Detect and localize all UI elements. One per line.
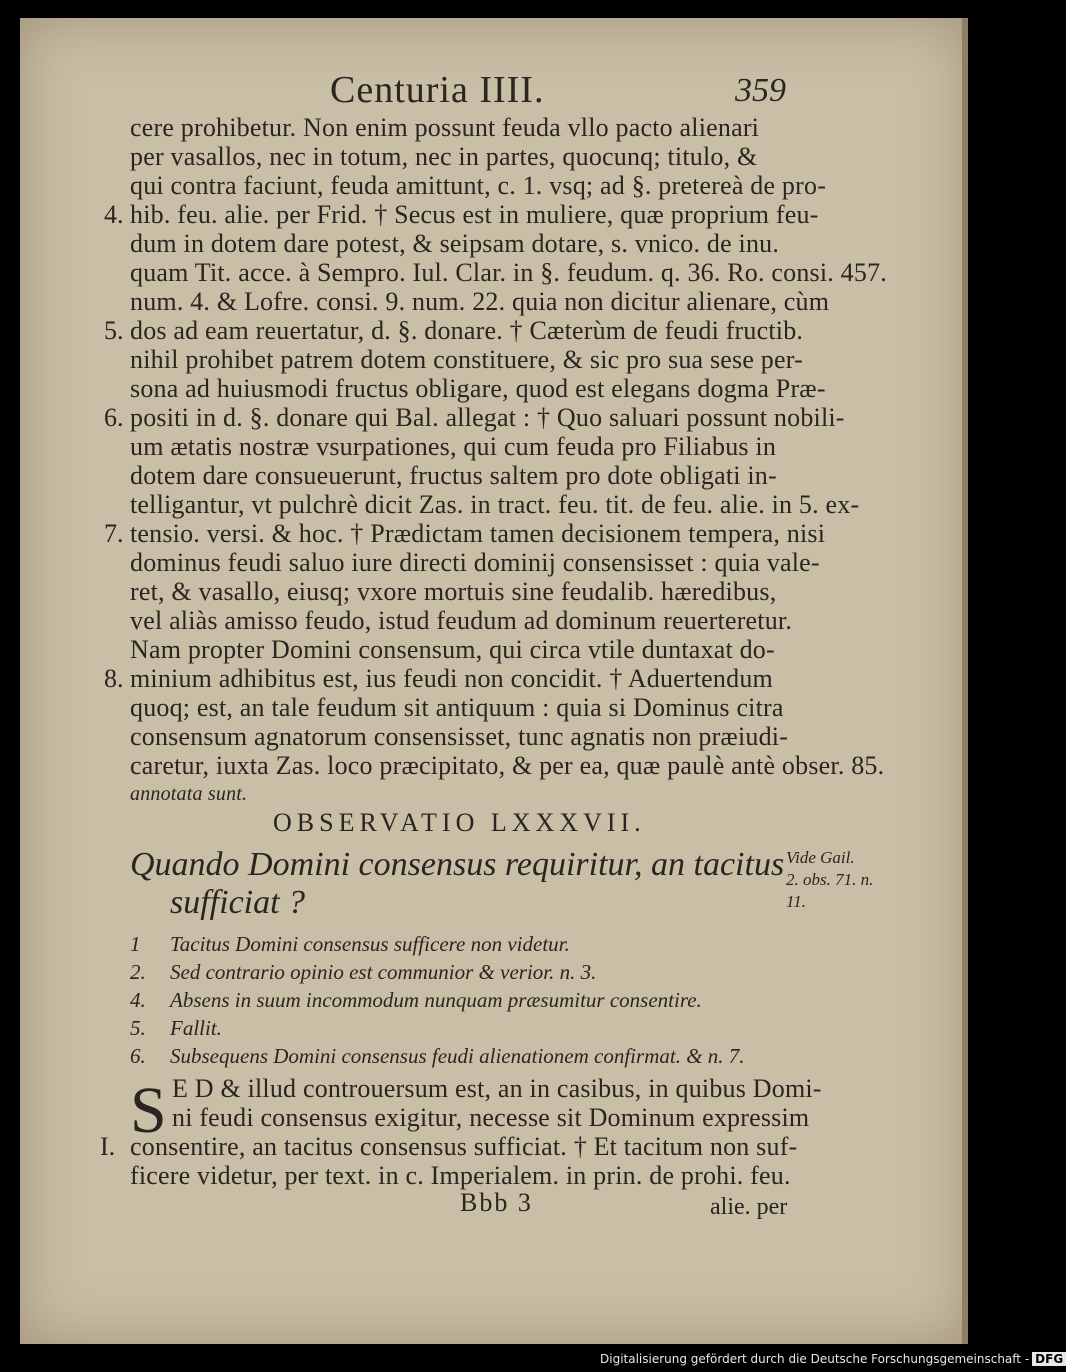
catchword: alie. per [710,1194,788,1220]
summary-text: Subsequens Domini consensus feudi alienationem confirmat. & n. 7. [170,1044,745,1068]
body-line: nihil prohibet patrem dotem constituere, & sic pro sua sese per- [130,345,803,374]
summary-item [130,932,570,957]
body-line: dum in dotem dare potest, & seipsam dotare, s. vnico. de inu. [130,229,780,258]
body-line: cere prohibetur. Non enim possunt feuda vllo pacto alienari [130,113,760,142]
body-line: consensum agnatorum consensisset, tunc agnatis non præiudi- [130,722,789,751]
summary-item [130,988,702,1013]
summary-item [130,1044,745,1069]
body-line: per vasallos, nec in totum, nec in partes, quocunq; titulo, & [130,142,758,171]
body-line: tensio. versi. & hoc. † Prædictam tamen decisionem tempera, nisi [130,519,826,548]
body-line: E D & illud controuersum est, an in casibus, in quibus Domi- [172,1074,822,1103]
summary-number: 1 [130,932,141,956]
dfg-logo: DFG [1032,1352,1066,1366]
book-page [20,18,968,1344]
body-line: qui contra faciunt, feuda amittunt, c. 1. vsq; ad §. pretereà de pro- [130,171,827,200]
signature-mark: Bbb 3 [460,1188,533,1217]
observatio-title: OBSERVATIO LXXXVII. [273,808,646,837]
body-line: quoq; est, an tale feudum sit antiquum : quia si Dominus citra [130,693,784,722]
summary-number: 6. [130,1044,146,1068]
body-line: Nam propter Domini consensum, qui circa vtile duntaxat do- [130,635,775,664]
body-line: um ætatis nostræ vsurpationes, qui cum feuda pro Filiabus in [130,432,777,461]
side-note-line: 11. [786,892,806,911]
body-line: ni feudi consensus exigitur, necesse sit Dominum expressim [172,1103,810,1132]
body-line: caretur, iuxta Zas. loco præcipitato, & per ea, quæ paulè antè obser. 85. [130,751,885,780]
margin-number: 5. [104,316,124,345]
running-head: Centuria IIII. [330,69,545,111]
body-line: minium adhibitus est, ius feudi non concidit. † Aduertendum [130,664,773,693]
margin-number: 6. [104,403,124,432]
body-line: ficere videtur, per text. in c. Imperialem. in prin. de prohi. feu. [130,1161,791,1190]
body-line: dotem dare consueuerunt, fructus saltem pro dote obligati in- [130,461,777,490]
margin-number: 7. [104,519,124,548]
body-line: hib. feu. alie. per Frid. † Secus est in muliere, quæ proprium feu- [130,200,819,229]
footer-text: Digitalisierung gefördert durch die Deutsche Forschungsgemeinschaft - [600,1352,1030,1366]
summary-text: Sed contrario opinio est communior & verior. n. 3. [170,960,597,984]
body-line: positi in d. §. donare qui Bal. allegat : † Quo saluari possunt nobili- [130,403,845,432]
margin-number: I. [100,1132,116,1161]
body-line: dominus feudi saluo iure directi dominij consensisset : quia vale- [130,548,820,577]
side-note-line: 2. obs. 71. n. [786,870,874,889]
body-line: annotata sunt. [130,783,248,805]
body-line: num. 4. & Lofre. consi. 9. num. 22. quia non dicitur alienare, cùm [130,287,830,316]
summary-item [130,960,596,985]
summary-number: 5. [130,1016,146,1040]
body-line: vel aliàs amisso feudo, istud feudum ad dominum reuerteretur. [130,606,793,635]
summary-text: Absens in suum incommodum nunquam præsumitur consentire. [170,988,702,1012]
body-line: ret, & vasallo, eiusq; vxore mortuis sine feudalib. hæredibus, [130,577,777,606]
page-edge [962,18,968,1344]
body-line: dos ad eam reuertatur, d. §. donare. † Cæterùm de feudi fructib. [130,316,804,345]
body-line: consentire, an tacitus consensus sufficiat. † Et tacitum non suf- [130,1132,798,1161]
side-note-line: Vide Gail. [786,848,855,867]
summary-number: 4. [130,988,146,1012]
summary-item [130,1016,222,1041]
question-line: Quando Domini consensus requiritur, an tacitus [130,846,785,883]
question-line: sufficiat ? [170,884,306,921]
summary-number: 2. [130,960,146,984]
digitization-footer [600,1352,1066,1366]
body-line: telligantur, vt pulchrè dicit Zas. in tract. feu. tit. de feu. alie. in 5. ex- [130,490,860,519]
margin-number: 4. [104,200,124,229]
margin-number: 8. [104,664,124,693]
drop-cap: S [130,1074,167,1147]
page-number: 359 [735,72,786,109]
summary-text: Tacitus Domini consensus sufficere non videtur. [170,932,570,956]
summary-text: Fallit. [170,1016,222,1040]
body-line: sona ad huiusmodi fructus obligare, quod est elegans dogma Præ- [130,374,826,403]
body-line: quam Tit. acce. à Sempro. Iul. Clar. in §. feudum. q. 36. Ro. consi. 457. [130,258,887,287]
